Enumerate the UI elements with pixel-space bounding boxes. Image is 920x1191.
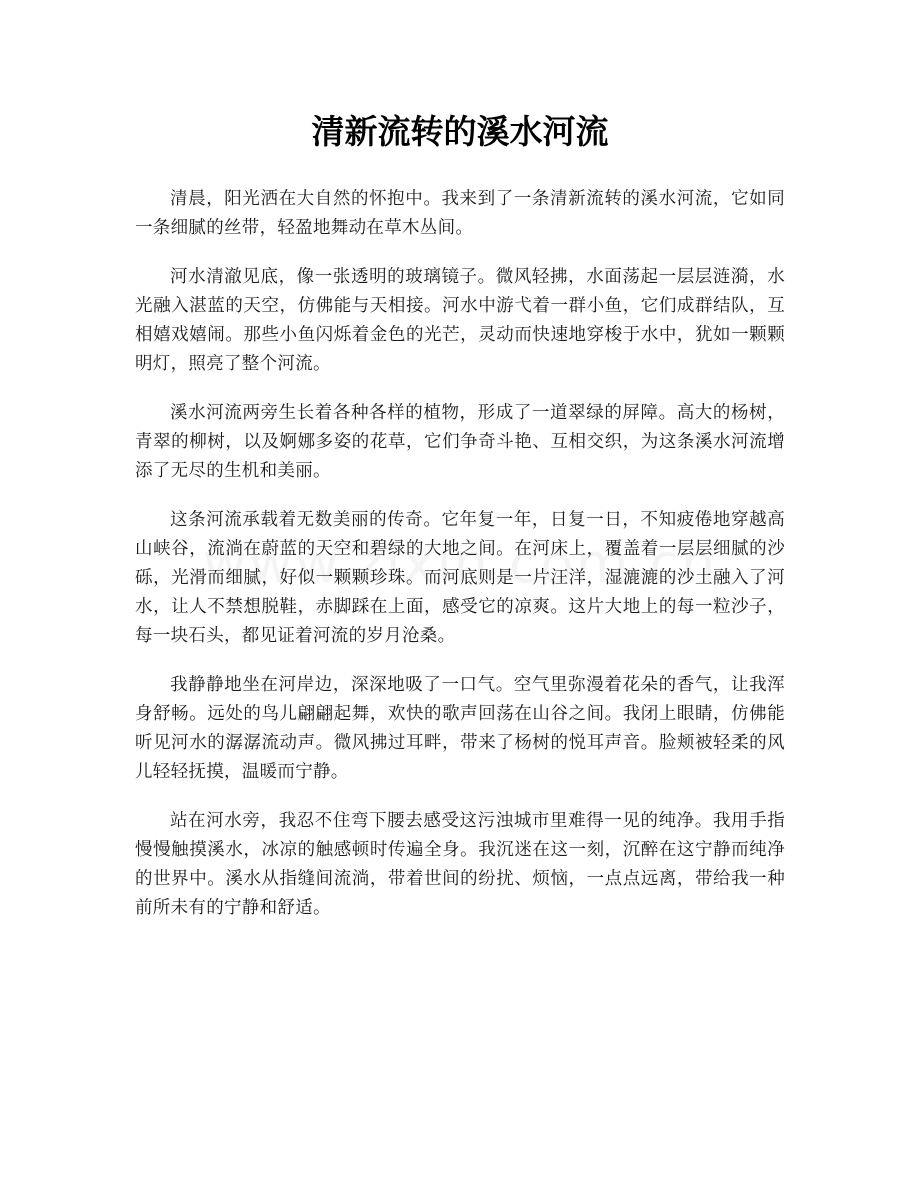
paragraph: 站在河水旁，我忍不住弯下腰去感受这污浊城市里难得一见的纯净。我用手指慢慢触摸溪水，冰凉的触感顿时传遍全身。我沉迷在这一刻，沉醉在这宁静而纯净的世界中。溪水从指缝间流淌，带着世间的纷扰、烦恼，一点点远离，带给我一种前所未有的宁静和舒适。 (135, 811, 785, 918)
document-body (135, 185, 785, 943)
paragraph: 这条河流承载着无数美丽的传奇。它年复一年，日复一日，不知疲倦地穿越高山峡谷，流淌在蔚蓝的天空和碧绿的大地之间。在河床上，覆盖着一层层细腻的沙砾，光滑而细腻，好似一颗颗珍珠。而河底则是一片汪洋，湿漉漉的沙土融入了河水，让人不禁想脱鞋，赤脚踩在上面，感受它的凉爽。这片大地上的每一粒沙子，每一块石头，都见证着河流的岁月沧桑。 (135, 510, 785, 646)
paragraph: 我静静地坐在河岸边，深深地吸了一口气。空气里弥漫着花朵的香气，让我浑身舒畅。远处的鸟儿翩翩起舞，欢快的歌声回荡在山谷之间。我闭上眼睛，仿佛能听见河水的潺潺流动声。微风拂过耳畔，带来了杨树的悦耳声音。脸颊被轻柔的风儿轻轻抚摸，温暖而宁静。 (135, 675, 785, 782)
document-title: 清新流转的溪水河流 (311, 112, 609, 151)
paragraph: 河水清澈见底，像一张透明的玻璃镜子。微风轻拂，水面荡起一层层涟漪，水光融入湛蓝的天空，仿佛能与天相接。河水中游弋着一群小鱼，它们成群结队，互相嬉戏嬉闹。那些小鱼闪烁着金色的光芒，灵动而快速地穿梭于水中，犹如一颗颗明灯，照亮了整个河流。 (135, 267, 785, 374)
paragraph: 清晨，阳光洒在大自然的怀抱中。我来到了一条清新流转的溪水河流，它如同一条细腻的丝带，轻盈地舞动在草木丛间。 (135, 189, 785, 238)
paragraph: 溪水河流两旁生长着各种各样的植物，形成了一道翠绿的屏障。高大的杨树，青翠的柳树，以及婀娜多姿的花草，它们争奇斗艳、互相交织，为这条溪水河流增添了无尽的生机和美丽。 (135, 403, 785, 481)
